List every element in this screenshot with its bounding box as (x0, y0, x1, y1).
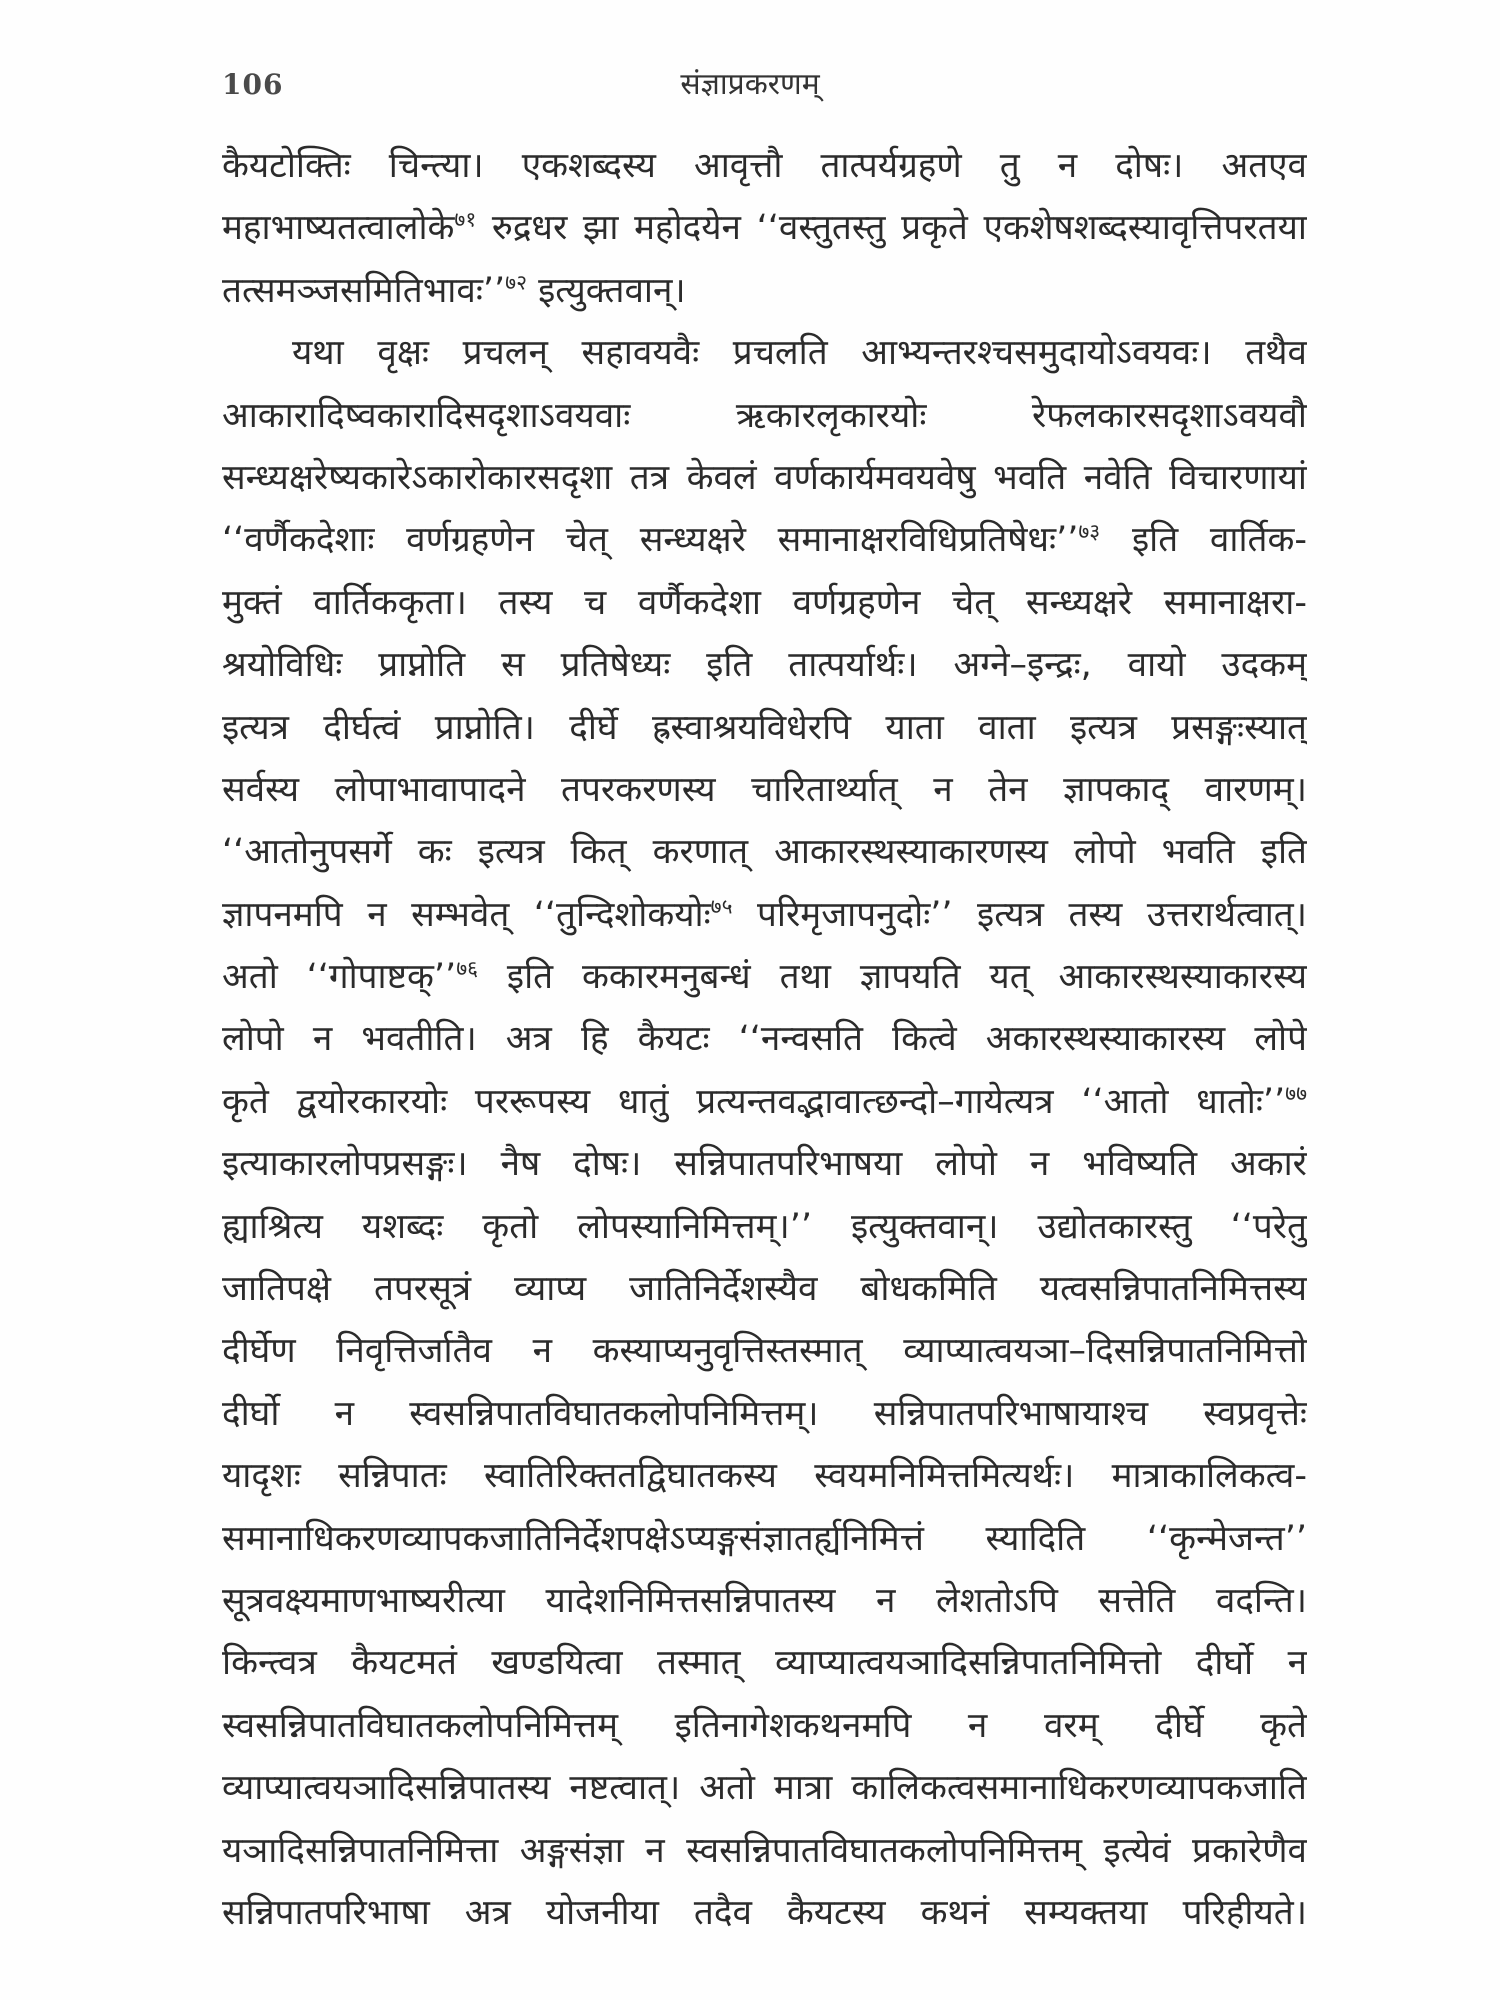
text-line: श्रयोविधिः प्राप्नोति स प्रतिषेध्यः इति तात्पर्यार्थः। अग्ने–इन्द्रः, वायो उदकम् (222, 645, 1307, 686)
text-line (222, 197, 1307, 259)
text-line (222, 260, 1307, 322)
text-line: आकारादिष्वकारादिसदृशाऽवयवाः ऋकारलृकारयोः रेफलकारसदृशाऽवयवौ (222, 395, 1307, 436)
footnote-ref: ७७ (1285, 1081, 1307, 1106)
page-number: 106 (222, 68, 284, 101)
body-text (222, 135, 1307, 1944)
text-line: मुक्तं वार्तिककृता। तस्य च वर्णैकदेशा वर्णग्रहणेन चेत् सन्ध्यक्षरे समानाक्षरा- (222, 582, 1307, 623)
running-title: संज्ञाप्रकरणम् (680, 67, 820, 102)
text-line (222, 884, 1307, 946)
text-line: जातिपक्षे तपरसूत्रं व्याप्य जातिनिर्देशस्यैव बोधकमिति यत्वसन्निपातनिमित्तस्य (222, 1269, 1307, 1310)
text-line (222, 1071, 1307, 1133)
line-text: इत्युक्तवान्। (527, 270, 686, 311)
line-text: ज्ञापनमपि न सम्भवेत् ‘‘तुन्दिशोकयोः (222, 894, 711, 935)
footnote-ref: ७५ (710, 894, 733, 919)
text-line: स्वसन्निपातविघातकलोपनिमित्तम् इतिनागेशकथनमपि न वरम् दीर्घे कृते (222, 1705, 1307, 1746)
text-line: किन्त्वत्र कैयटमतं खण्डयित्वा तस्मात् व्याप्यात्वयञादिसन्निपातनिमित्तो दीर्घो न (222, 1643, 1307, 1684)
text-line: सन्निपातपरिभाषा अत्र योजनीया तदैव कैयटस्य कथनं सम्यक्तया परिहीयते। (222, 1892, 1307, 1933)
line-text: परिमृजापनुदोः’’ इत्यत्र तस्य उत्तरार्थत्वात्। (732, 894, 1307, 935)
text-line: ‘‘आतोनुपसर्गे कः इत्यत्र कित् करणात् आकारस्थस्याकारणस्य लोपो भवति इति (222, 832, 1307, 873)
text-line: इत्यत्र दीर्घत्वं प्राप्नोति। दीर्घे ह्रस्वाश्रयविधेरपि याता वाता इत्यत्र प्रसङ्गःस्यात् (222, 707, 1307, 748)
text-line: समानाधिकरणव्यापकजातिनिर्देशपक्षेऽप्यङ्गसंज्ञातर्ह्यनिमित्तं स्यादिति ‘‘कृन्मेजन्त’’ (222, 1518, 1307, 1559)
text-line (222, 509, 1307, 571)
line-text: इति वार्तिक- (1100, 520, 1307, 561)
line-text: महाभाष्यतत्वालोके (222, 208, 455, 249)
text-line: इत्याकारलोपप्रसङ्गः। नैष दोषः। सन्निपातपरिभाषया लोपो न भविष्यति अकारं (222, 1144, 1307, 1185)
line-text: रुद्रधर झा महोदयेन ‘‘वस्तुतस्तु प्रकृते एकशेषशब्दस्यावृत्तिपरतया (476, 208, 1307, 249)
text-line: सर्वस्य लोपाभावापादने तपरकरणस्य चारितार्थ्यात् न तेन ज्ञापकाद् वारणम्। (222, 769, 1307, 810)
text-line: कैयटोक्तिः चिन्त्या। एकशब्दस्य आवृत्तौ तात्पर्यग्रहणे तु न दोषः। अतएव (222, 146, 1307, 186)
line-text: ‘‘वर्णैकदेशाः वर्णग्रहणेन चेत् सन्ध्यक्षरे समानाक्षरविधिप्रतिषेधः’’ (222, 520, 1079, 561)
text-line: यादृशः सन्निपातः स्वातिरिक्ततद्विघातकस्य स्वयमनिमित्तमित्यर्थः। मात्राकालिकत्व- (222, 1456, 1307, 1497)
footnote-ref: ७३ (1078, 519, 1101, 544)
line-text: कृते द्वयोरकारयोः पररूपस्य धातुं प्रत्यन्तवद्भावात्छन्दो–गायेत्यत्र ‘‘आतो धातोः’’ (222, 1081, 1286, 1122)
text-line: यञादिसन्निपातनिमित्ता अङ्गसंज्ञा न स्वसन्निपातविघातकलोपनिमित्तम् इत्येवं प्रकारेणैव (222, 1830, 1307, 1871)
text-line: व्याप्यात्वयञादिसन्निपातस्य नष्टत्वात्। अतो मात्रा कालिकत्वसमानाधिकरणव्यापकजाति (222, 1768, 1307, 1809)
text-line: लोपो न भवतीति। अत्र हि कैयटः ‘‘नन्वसति कित्वे अकारस्थस्याकारस्य लोपे (222, 1019, 1307, 1060)
text-line: सूत्रवक्ष्यमाणभाष्यरीत्या यादेशनिमित्तसन्निपातस्य न लेशतोऽपि सत्तेति वदन्ति। (222, 1580, 1307, 1621)
text-line: ह्याश्रित्य यशब्दः कृतो लोपस्यानिमित्तम्।’’ इत्युक्तवान्। उद्योतकारस्तु ‘‘परेतु (222, 1206, 1307, 1247)
footnote-ref: ७६ (456, 956, 479, 981)
text-line: दीर्घो न स्वसन्निपातविघातकलोपनिमित्तम्। सन्निपातपरिभाषायाश्च स्वप्रवृत्तेः (222, 1393, 1307, 1434)
text-line: सन्ध्यक्षरेष्यकारेऽकारोकारसदृशा तत्र केवलं वर्णकार्यमवयवेषु भवति नवेति विचारणायां (222, 457, 1307, 498)
line-text: अतो ‘‘गोपाष्टक्’’ (222, 957, 457, 998)
footnote-ref: ७२ (505, 270, 527, 295)
text-line: यथा वृक्षः प्रचलन् सहावयवैः प्रचलति आभ्यन्तरश्चसमुदायोऽवयवः। तथैव (292, 333, 1307, 374)
text-line (222, 946, 1307, 1008)
line-text: तत्समञ्जसमितिभावः’’ (222, 270, 506, 311)
footnote-ref: ७१ (454, 207, 477, 232)
line-text: इति ककारमनुबन्धं तथा ज्ञापयति यत् आकारस्थस्याकारस्य (478, 957, 1307, 998)
text-line: दीर्घेण निवृत्तिर्जातैव न कस्याप्यनुवृत्तिस्तस्मात् व्याप्यात्वयञा–दिसन्निपातनिमित्तो (222, 1331, 1307, 1372)
